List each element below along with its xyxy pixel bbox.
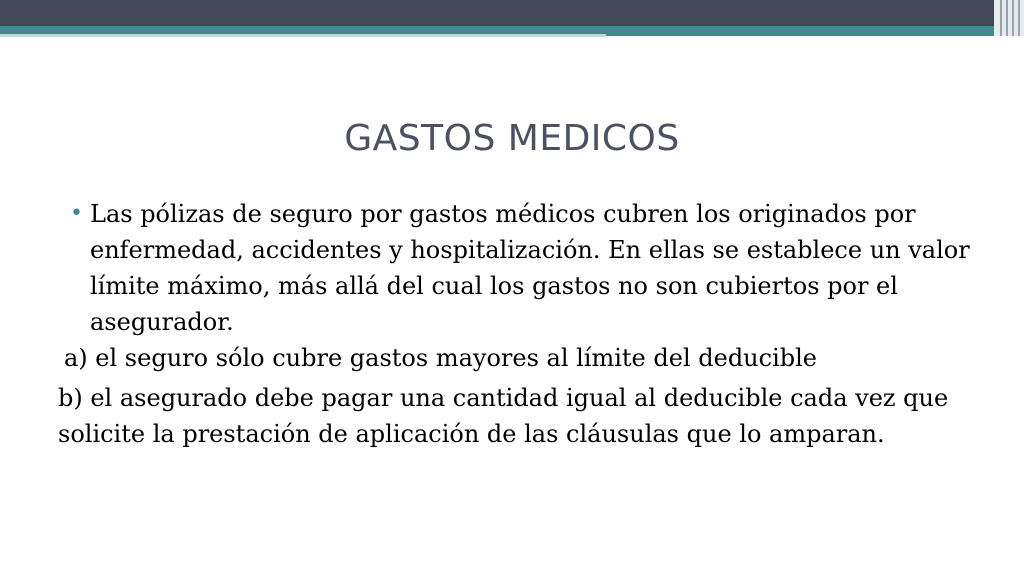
- item-b: b) el asegurado debe pagar una cantidad igual al deducible cada vez que solicite la prestación de aplicación de las cláusulas que lo amparan.: [58, 384, 949, 448]
- item-a: a) el seguro sólo cubre gastos mayores al límite del deducible: [64, 344, 817, 372]
- light-accent-line: [0, 34, 606, 37]
- bullet-paragraph: [70, 196, 980, 340]
- bullet-icon: •: [70, 201, 83, 226]
- top-header-bar: [0, 0, 1024, 26]
- bullet-text: Las pólizas de seguro por gastos médicos cubren los originados por enfermedad, accidentes y hospitalización. En ellas se establece un valor límite máximo, más allá del cual los gastos no son cubiertos por el asegurador.: [90, 200, 970, 336]
- corner-decoration: [994, 0, 1024, 36]
- slide-title: GASTOS MEDICOS: [344, 118, 680, 159]
